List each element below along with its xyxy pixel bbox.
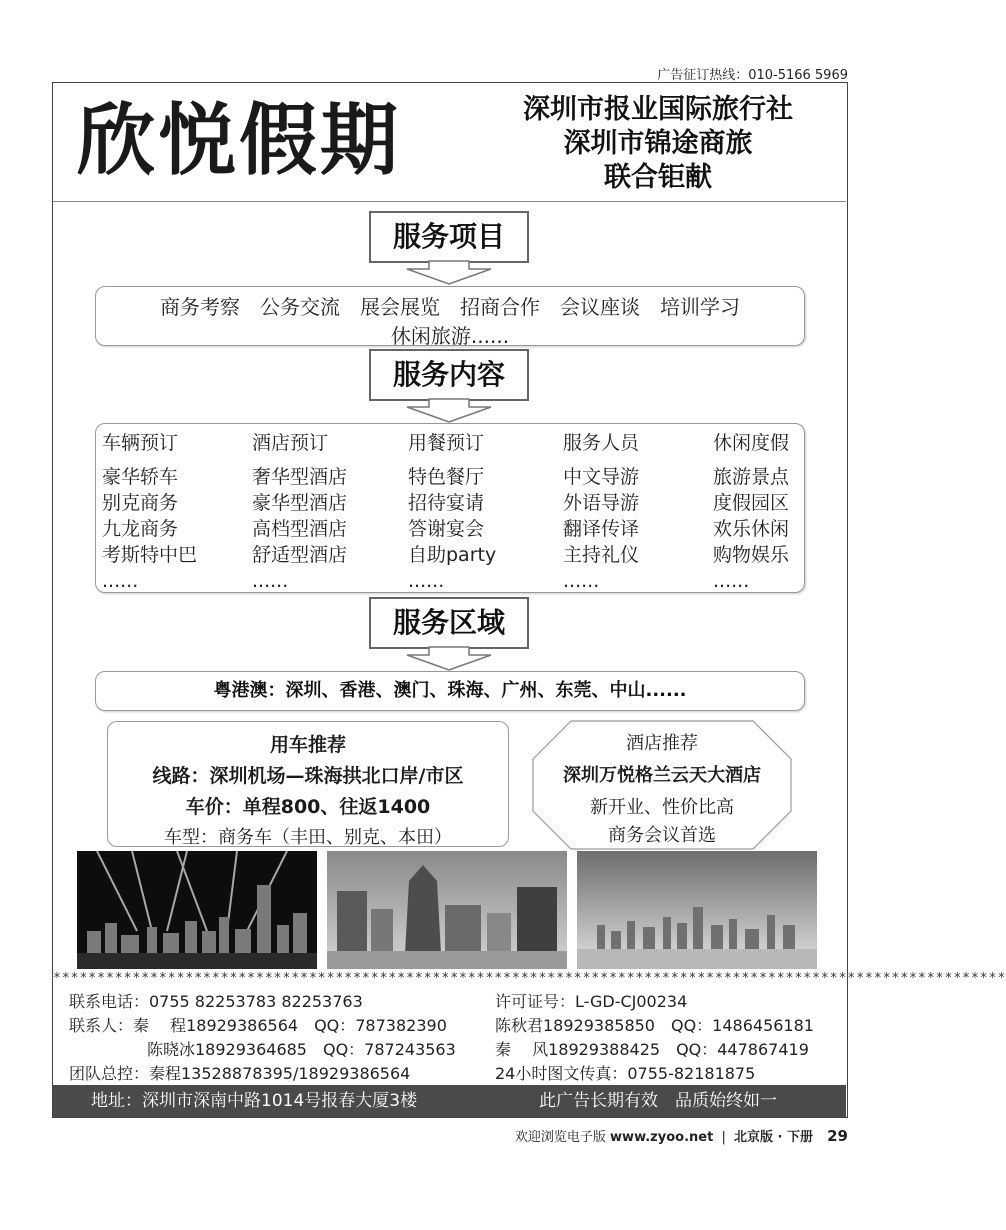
list-item: ...... [102,570,139,592]
contact-phone: 联系电话：0755 82253783 82253763 [69,992,363,1011]
photo-macau-casino [327,851,567,969]
content-column-hotels [252,430,347,594]
contact-person-1: 联系人：秦 程18929386564 QQ：787382390 [69,1016,447,1035]
list-item: ...... [563,570,600,592]
car-model: 车型：商务车（丰田、别克、本田） [164,827,452,848]
list-item: 考斯特中巴 [102,544,198,566]
star-divider: ************************************************************************************************************ [53,971,1006,986]
contact-person-4: 秦 风18929388425 QQ：447867419 [495,1040,809,1059]
page-number: 29 [827,1127,848,1145]
content-column-staff [563,430,639,594]
fax-line: 24小时图文传真：0755-82181875 [495,1064,756,1083]
address-bar [53,1085,846,1117]
list-item: 翻译传译 [563,518,640,540]
arrow-down-icon [401,399,497,423]
hotel-feature-2: 商务会议首选 [608,825,716,846]
service-area-text: 粤港澳：深圳、香港、澳门、珠海、广州、东莞、中山...... [213,680,687,701]
column-head: 车辆预订 [102,432,179,454]
list-item: 主持礼仪 [563,544,640,566]
slogan-text: 此广告长期有效 品质始终如一 [539,1091,777,1111]
organizer-2: 深圳市锦途商旅 [563,128,753,159]
service-area-box [95,671,805,711]
list-item: 旅游景点 [713,466,790,488]
footer-site-link[interactable]: www.zyoo.net [610,1130,714,1145]
section-title-content: 服务内容 [369,349,529,401]
photo-city-skyline [577,851,817,969]
list-item: 高档型酒店 [252,518,348,540]
hotel-recommend-title: 酒店推荐 [626,733,698,754]
service-items-line-2: 休闲旅游...... [390,324,510,348]
service-items-box [95,286,805,346]
list-item: 外语导游 [563,492,640,514]
arrow-down-icon [401,647,497,671]
footer-welcome: 欢迎浏览电子版 [514,1130,606,1145]
hotel-recommend-text [531,719,793,847]
service-items-line-1: 商务考察 公务交流 展会展览 招商合作 会议座谈 培训学习 [160,295,740,319]
ad-hotline: 广告征订热线：010-5166 5969 [657,68,848,83]
list-item: 舒适型酒店 [252,544,348,566]
service-content-box [95,423,805,593]
hotel-feature-1: 新开业、性价比高 [590,797,734,818]
section-title-area: 服务区域 [369,597,529,649]
hotel-recommend-box [531,719,793,851]
column-head: 休闲度假 [713,432,790,454]
ad-frame [52,82,1006,1118]
organizers [478,93,838,195]
column-head: 酒店预订 [252,432,329,454]
list-item: 购物娱乐 [713,544,790,566]
content-column-vehicles [102,430,197,594]
organizer-1: 深圳市报业国际旅行社 [523,94,793,125]
car-price: 车价：单程800、往返1400 [185,796,431,818]
photo-night-skyline [77,851,317,969]
list-item: 招待宴请 [408,492,485,514]
list-item: 中文导游 [563,466,640,488]
contact-person-2: 陈秋君18929385850 QQ：1486456181 [495,1016,814,1035]
arrow-down-icon [401,261,497,285]
list-item: 豪华型酒店 [252,492,348,514]
list-item: ...... [252,570,289,592]
car-recommend-title: 用车推荐 [269,734,346,756]
list-item: 豪华轿车 [102,466,179,488]
team-control: 团队总控：秦程13528878395/18929386564 [69,1064,411,1083]
section-title-items: 服务项目 [369,211,529,263]
list-item: 欢乐休闲 [713,518,790,540]
column-head: 服务人员 [563,432,640,454]
list-item: 答谢宴会 [408,518,485,540]
list-item: 自助party [408,544,497,566]
list-item: 度假园区 [713,492,790,514]
list-item: 别克商务 [102,492,179,514]
car-recommend-box [107,721,509,847]
list-item: ...... [713,570,750,592]
list-item: 九龙商务 [102,518,179,540]
list-item: 特色餐厅 [408,466,485,488]
content-column-leisure [713,430,789,594]
organizer-3: 联合钜献 [604,162,712,193]
list-item: ...... [408,570,445,592]
brand-title: 欣悦假期 [77,95,402,186]
address-text: 地址：深圳市深南中路1014号报春大厦3楼 [91,1091,418,1111]
ad-header [53,83,846,202]
page-footer: 欢迎浏览电子版 www.zyoo.net | 北京版 · 下册 29 [514,1127,848,1145]
column-head: 用餐预订 [408,432,485,454]
footer-edition: 北京版 · 下册 [733,1130,813,1145]
license-number: 许可证号：L-GD-CJ00234 [495,992,688,1011]
car-route: 线路：深圳机场—珠海拱北口岸/市区 [152,765,464,787]
contact-person-3: 陈晓冰18929364685 QQ：787243563 [147,1040,456,1059]
list-item: 奢华型酒店 [252,466,348,488]
content-column-dining [408,430,496,594]
hotel-name: 深圳万悦格兰云天大酒店 [563,765,761,786]
